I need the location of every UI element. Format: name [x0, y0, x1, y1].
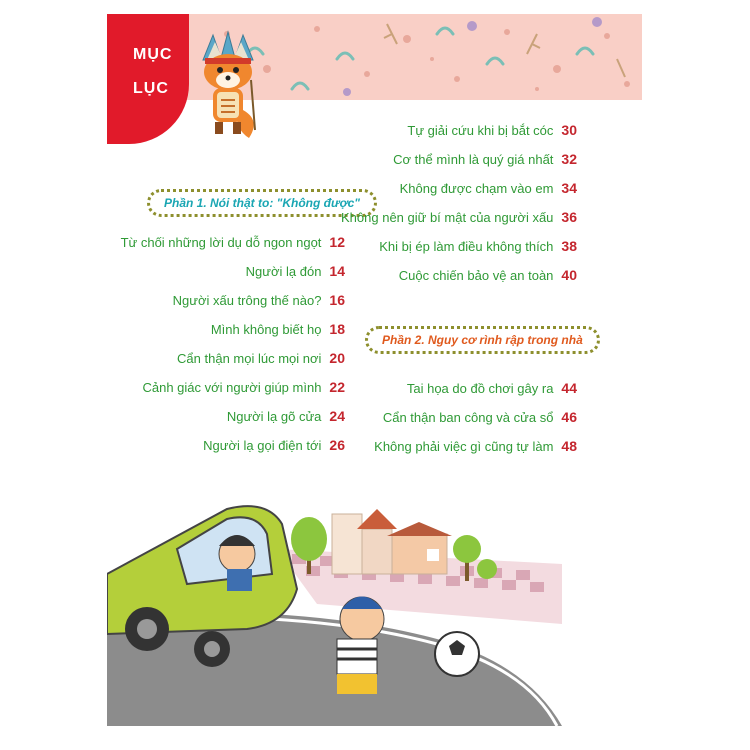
toc-item[interactable]: [341, 209, 577, 225]
toc-item-title: Không phải việc gì cũng tự làm: [374, 439, 554, 454]
toc-item-page: 44: [561, 380, 577, 396]
falling-boy-icon: [337, 597, 384, 695]
toc-item-page: 40: [561, 267, 577, 283]
toc-item[interactable]: [203, 437, 345, 453]
toc-item[interactable]: [400, 180, 577, 196]
toc-item-title: Người lạ gõ cửa: [226, 409, 322, 424]
toc-item-page: 36: [561, 209, 577, 225]
toc-item[interactable]: [393, 151, 577, 167]
toc-item[interactable]: [383, 409, 577, 425]
fox-mascot-icon: [193, 30, 263, 142]
toc-item-title: Từ chối những lời dụ dỗ ngon ngọt: [120, 235, 322, 250]
toc-item-page: 46: [561, 409, 577, 425]
toc-item[interactable]: [407, 122, 577, 138]
toc-item[interactable]: [121, 234, 345, 250]
toc-item-title: Người lạ đón: [245, 264, 322, 279]
part1-heading: Phần 1. Nói thật to: "Không được": [147, 189, 377, 217]
toc-item-page: 30: [561, 122, 577, 138]
toc-item[interactable]: [374, 438, 577, 454]
toc-item-page: 24: [329, 408, 345, 424]
toc-item[interactable]: [379, 238, 577, 254]
toc-item-title: Tự giải cứu khi bị bắt cóc: [407, 123, 554, 138]
toc-item-title: Tai họa do đồ chơi gây ra: [406, 381, 554, 396]
toc-item-page: 14: [329, 263, 345, 279]
toc-item-page: 16: [329, 292, 345, 308]
toc-item-title: Người lạ gọi điện tới: [203, 438, 322, 453]
page-title-line2: LỤC: [133, 80, 169, 97]
toc-item-title: Cơ thể mình là quý giá nhất: [393, 152, 554, 167]
toc-item-page: 20: [329, 350, 345, 366]
toc-item[interactable]: [227, 408, 345, 424]
toc-item-title: Người xấu trông thế nào?: [172, 293, 322, 308]
toc-item-page: 48: [561, 438, 577, 454]
toc-item-page: 32: [561, 151, 577, 167]
page-title-line1: MỤC: [133, 46, 173, 63]
toc-item-title: Mình không biết họ: [210, 322, 322, 337]
toc-item[interactable]: [246, 263, 345, 279]
soccer-ball-icon: [435, 632, 479, 676]
book-page: [107, 14, 642, 726]
part2-heading: Phần 2. Nguy cơ rình rập trong nhà: [365, 326, 600, 354]
toc-item-title: Cẩn thận mọi lúc mọi nơi: [177, 351, 322, 366]
toc-item[interactable]: [177, 350, 345, 366]
street-accident-illustration: [107, 454, 642, 726]
toc-item-page: 38: [561, 238, 577, 254]
toc-item-title: Không nên giữ bí mật của người xấu: [341, 210, 554, 225]
toc-item-page: 18: [329, 321, 345, 337]
toc-item[interactable]: [142, 379, 345, 395]
toc-item[interactable]: [407, 380, 577, 396]
toc-item-title: Không được chạm vào em: [399, 181, 554, 196]
toc-item-page: 34: [561, 180, 577, 196]
toc-item[interactable]: [211, 321, 345, 337]
toc-item-title: Cuộc chiến bảo vệ an toàn: [398, 268, 554, 283]
toc-item-page: 12: [329, 234, 345, 250]
toc-item-title: Khi bị ép làm điều không thích: [379, 239, 554, 254]
toc-item[interactable]: [399, 267, 577, 283]
toc-item-page: 22: [329, 379, 345, 395]
toc-item-title: Cảnh giác với người giúp mình: [142, 380, 322, 395]
title-tab: [107, 14, 189, 144]
toc-item-page: 26: [329, 437, 345, 453]
toc-item-title: Cẩn thận ban công và cửa sổ: [382, 410, 554, 425]
toc-item[interactable]: [173, 292, 345, 308]
